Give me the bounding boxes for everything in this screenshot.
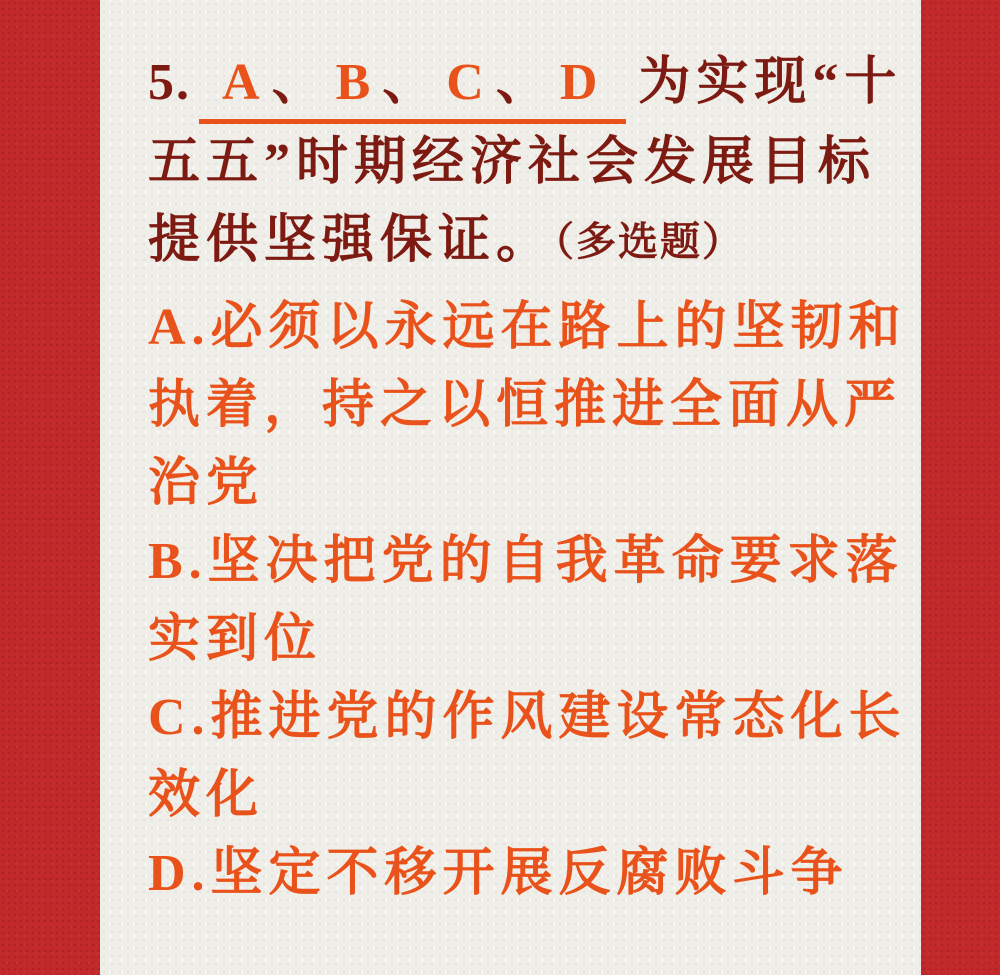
option-a-line-1: A.必须以永远在路上的坚韧和 [148,298,907,356]
right-red-band [921,0,1000,975]
quiz-content [100,0,921,975]
answer-letter: C [446,54,490,111]
answer-separator: 、 [271,54,330,111]
question-text-part-1: 为实现“十 [638,54,903,111]
option-c-line-2: 效化 [148,766,265,824]
answer-letter: B [335,54,377,111]
option-a-line-2: 执着，持之以恒推进全面从严 [148,376,903,434]
option-b-line-1: B.坚决把党的自我革命要求落 [148,532,904,590]
option-c-line-1: C.推进党的作风建设常态化长 [148,688,907,746]
question-line-3 [148,202,907,281]
question-number: 5. [148,54,191,111]
answer-separator: 、 [495,54,554,111]
question-line-2: 五五”时期经济社会发展目标 [148,133,877,191]
option-d-line-1: D.坚定不移开展反腐败斗争 [148,844,849,902]
question-text-part-3: 提供坚强保证。 [148,211,555,269]
options-list [148,289,907,913]
answer-letter: A [222,54,266,111]
option-b-line-2: 实到位 [148,610,323,668]
option-a-line-3: 治党 [148,454,265,512]
question-line-1 [148,44,907,124]
answer-letter: D [559,54,604,111]
left-red-band [0,0,100,975]
answer-blank [199,56,626,124]
question-type-badge: （多选题） [554,218,745,264]
answer-separator: 、 [382,54,441,111]
